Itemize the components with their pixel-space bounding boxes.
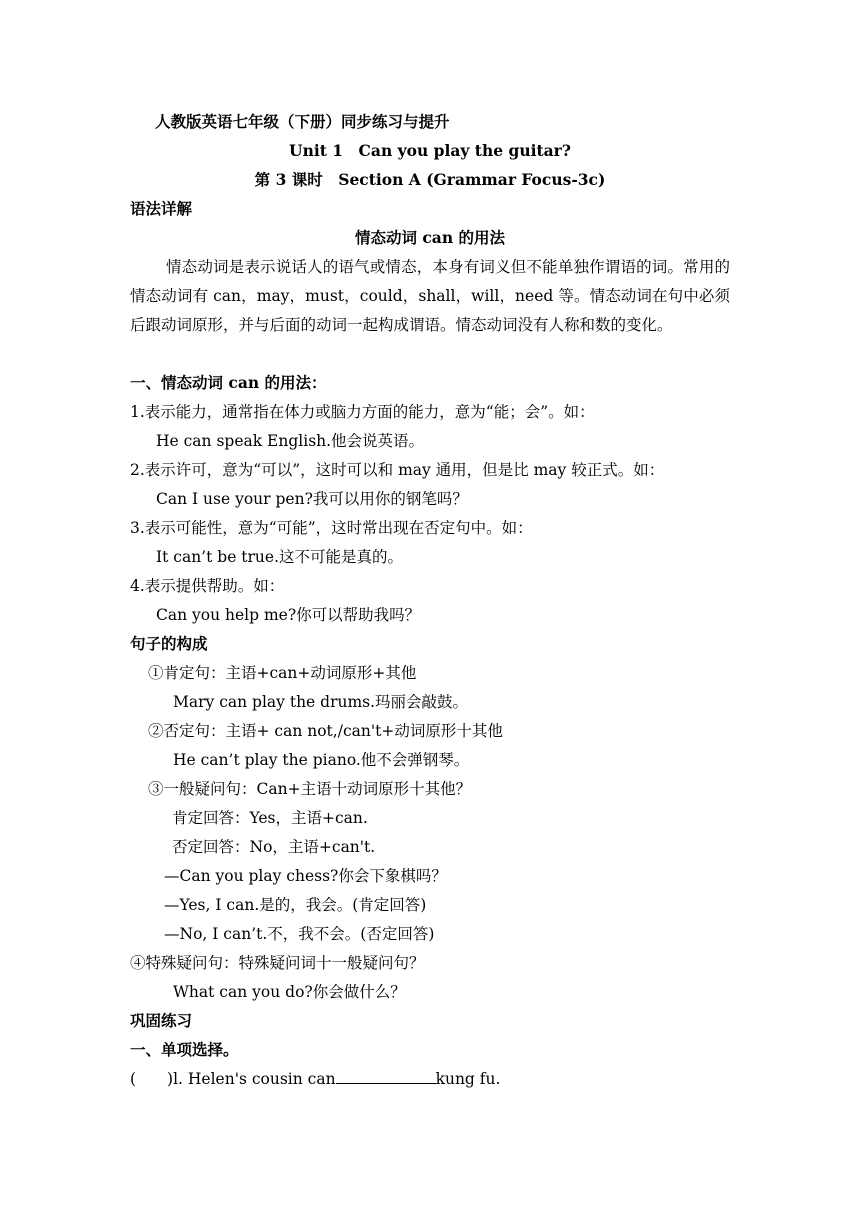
no-answer: 否定回答：No，主语+can't. [172, 838, 376, 856]
dialog-line: —No, I can’t.不，我不会。(否定回答) [164, 925, 435, 943]
usage-rule-1: 1.表示能力，通常指在体力或脑力方面的能力，意为“能；会”。如： [130, 403, 595, 421]
unit-title: Unit 1 Can you play the guitar? [289, 141, 571, 160]
wh-question-example: What can you do?你会做什么？ [173, 983, 406, 1001]
question-rule: ③一般疑问句：Can+主语十动词原形十其他？ [148, 780, 472, 798]
question-1-prefix: ( )l. Helen's cousin can [130, 1070, 336, 1088]
usage-rule-2: 2.表示许可，意为“可以”，这时可以和 may 通用，但是比 may 较正式。如： [130, 461, 665, 479]
topic-title: 情态动词 can 的用法 [354, 228, 506, 247]
practice-section: 一、单项选择。 [130, 1040, 239, 1059]
practice-heading: 巩固练习 [130, 1011, 193, 1030]
series-title: 人教版英语七年级（下册）同步练习与提升 [155, 112, 450, 131]
yes-answer: 肯定回答：Yes，主语+can. [172, 809, 368, 827]
usage-heading: 一、情态动词 can 的用法： [130, 373, 327, 392]
negative-example: He can’t play the piano.他不会弹钢琴。 [173, 751, 470, 769]
intro-paragraph: 情态动词是表示说话人的语气或情态，本身有词义但不能单独作谓语的词。常用的情态动词有 can，may，must，could，shall，will，need 等。情态动词在句中必须后跟动词原形，并与后面的动词一起构成谓语。情态动词没有人称和数的变化。 [130, 258, 730, 334]
usage-rule-4: 4.表示提供帮助。如： [130, 577, 285, 595]
affirmative-example: Mary can play the drums.玛丽会敲鼓。 [173, 693, 469, 711]
usage-rule-3: 3.表示可能性，意为“可能”，这时常出现在否定句中。如： [130, 519, 533, 537]
negative-rule: ②否定句：主语+ can not,/can't+动词原形十其他 [148, 722, 503, 740]
usage-example-4: Can you help me?你可以帮助我吗？ [156, 606, 421, 624]
dialog-line: —Yes, I can.是的，我会。(肯定回答) [164, 896, 427, 914]
question-1-suffix: kung fu. [435, 1070, 501, 1088]
structure-heading: 句子的构成 [130, 634, 208, 653]
affirmative-rule: ①肯定句：主语+can+动词原形+其他 [148, 664, 417, 682]
question-1 [130, 1069, 500, 1089]
usage-example-2: Can I use your pen?我可以用你的钢笔吗？ [156, 490, 468, 508]
grammar-heading: 语法详解 [130, 199, 193, 218]
usage-example-1: He can speak English.他会说英语。 [156, 432, 425, 450]
usage-example-3: It can’t be true.这不可能是真的。 [156, 548, 404, 566]
dialog-line: —Can you play chess?你会下象棋吗？ [164, 867, 447, 885]
wh-question-rule: ④特殊疑问句：特殊疑问词十一般疑问句？ [130, 954, 425, 972]
answer-blank [336, 1069, 436, 1084]
lesson-title: 第 3 课时 Section A (Grammar Focus-3c) [254, 170, 606, 189]
